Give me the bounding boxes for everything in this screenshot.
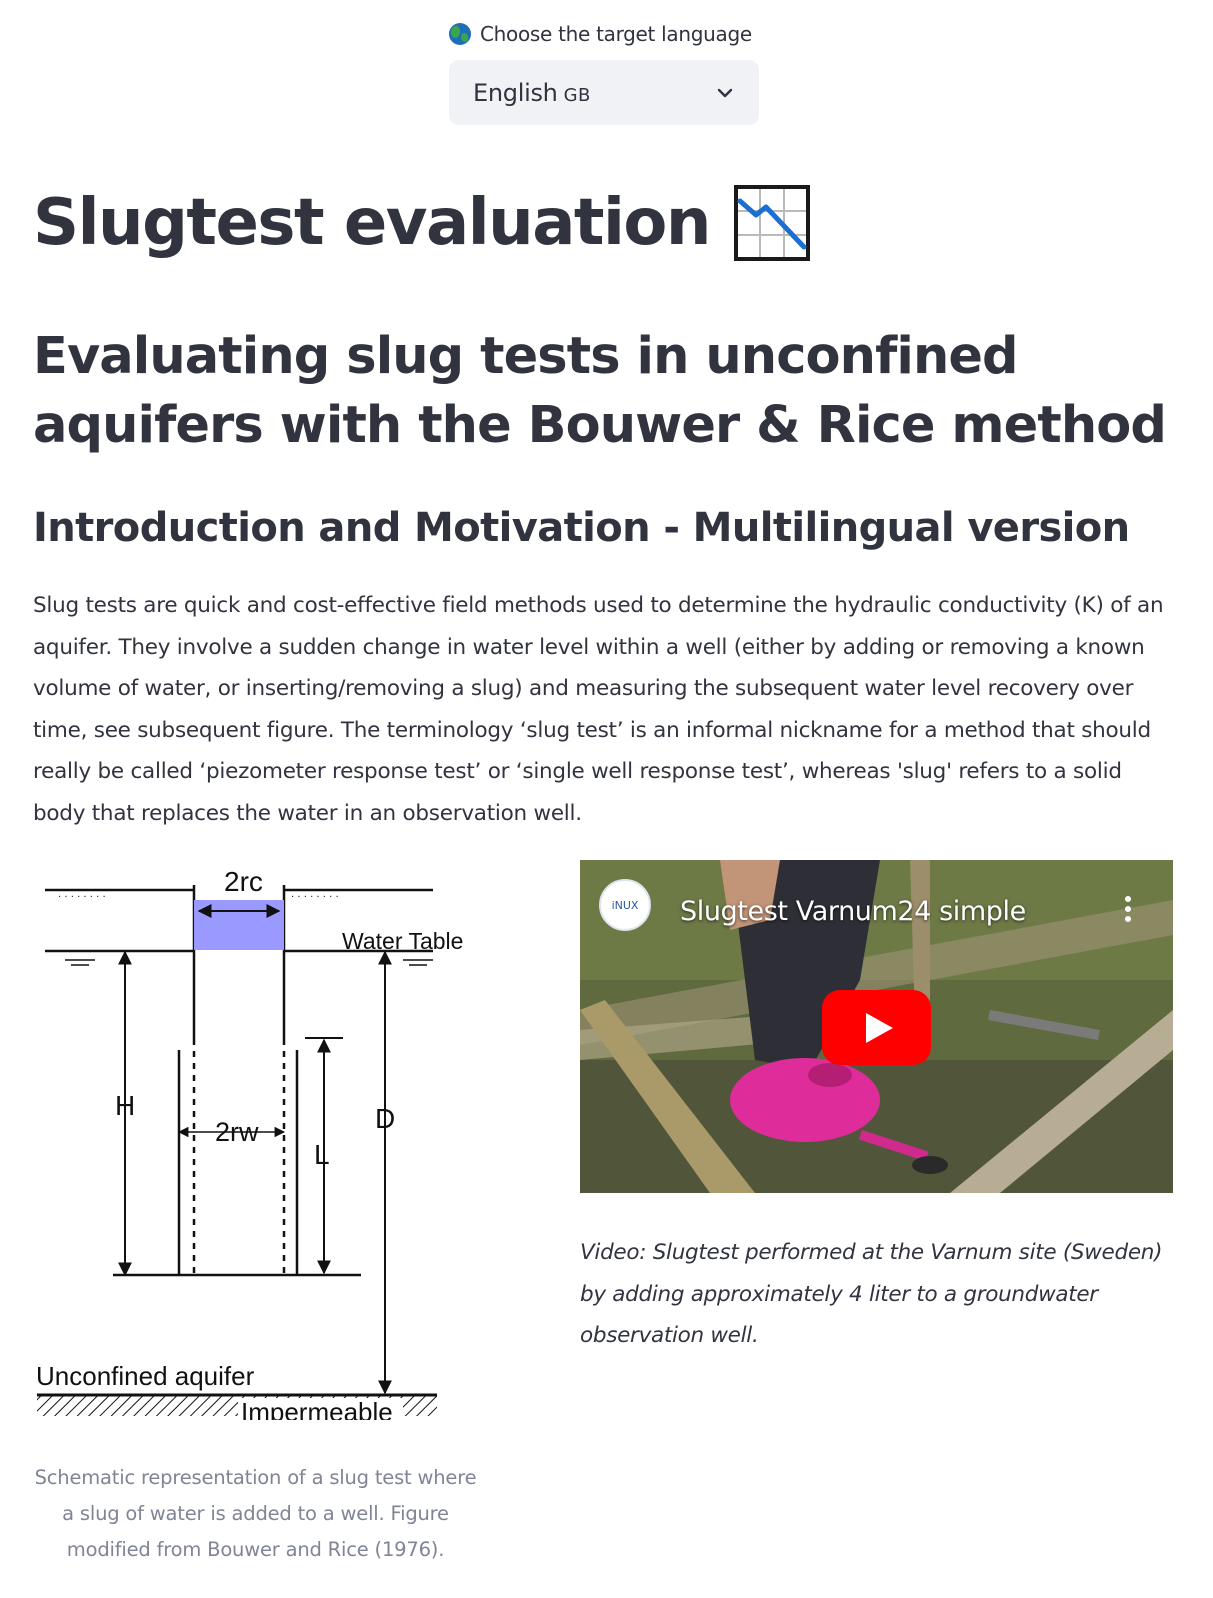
- channel-logo-text: iNUX: [611, 898, 639, 912]
- play-icon: [866, 1013, 893, 1043]
- label-unconfined-aquifer: Unconfined aquifer: [36, 1361, 255, 1391]
- label-2rc: 2rc: [224, 866, 263, 897]
- play-button[interactable]: [822, 990, 931, 1065]
- language-select-value: [473, 79, 591, 107]
- video-caption: Video: Slugtest performed at the Varnum site (Sweden) by adding approximately 4 liter to a groundwater observation well.: [580, 1240, 1163, 1348]
- channel-logo[interactable]: [599, 879, 651, 931]
- language-label: Choose the target language: [480, 22, 752, 46]
- page-subtitle: Evaluating slug tests in unconfined aquifers with the Bouwer & Rice method: [33, 327, 1166, 455]
- language-label-row: [449, 18, 759, 50]
- svg-text:· · · · · · · ·: · · · · · · · ·: [291, 892, 339, 903]
- schematic-drawing: [33, 860, 478, 1420]
- video-player[interactable]: [580, 860, 1173, 1193]
- slug-test-schematic: [33, 860, 478, 1420]
- page-title-text: Slugtest evaluation: [33, 186, 710, 260]
- language-selector: [449, 18, 759, 125]
- svg-text:· · · · · · · ·: · · · · · · · ·: [58, 892, 106, 903]
- globe-icon: [449, 23, 471, 45]
- more-vertical-icon[interactable]: [1123, 896, 1133, 926]
- label-l: L: [314, 1139, 330, 1170]
- intro-paragraph: Slug tests are quick and cost-effective field methods used to determine the hydraulic conductivity (K) of an aquifer. They involve a sudden change in water level within a well (either by adding or removing a known volume of water, or inserting/removing a slug) and measuring the subsequent water level recovery over time, see subsequent figure. The terminology ‘slug test’ is an informal nickname for a method that should really be called ‘piezometer response test’ or ‘single well response test’, whereas 'slug' refers to a solid body that replaces the water in an observation well.: [33, 593, 1164, 826]
- language-select[interactable]: [449, 60, 759, 125]
- label-2rw: 2rw: [215, 1117, 259, 1147]
- language-select-value-region: GB: [563, 84, 591, 106]
- video-title[interactable]: Slugtest Varnum24 simple: [680, 896, 1026, 927]
- section-heading: Introduction and Motivation - Multilingual version: [33, 505, 1130, 551]
- figure-caption: Schematic representation of a slug test where a slug of water is added to a well. Figure modified from Bouwer and Rice (1976).: [34, 1466, 477, 1561]
- label-h: H: [115, 1090, 136, 1121]
- label-impermeable: Impermeable: [241, 1397, 393, 1420]
- label-water-table: Water Table: [342, 928, 464, 954]
- chart-decreasing-icon: [734, 185, 810, 261]
- chevron-down-icon: [715, 83, 735, 103]
- label-d: D: [375, 1103, 396, 1134]
- page-title: [33, 185, 810, 261]
- language-select-value-name: English: [473, 78, 558, 107]
